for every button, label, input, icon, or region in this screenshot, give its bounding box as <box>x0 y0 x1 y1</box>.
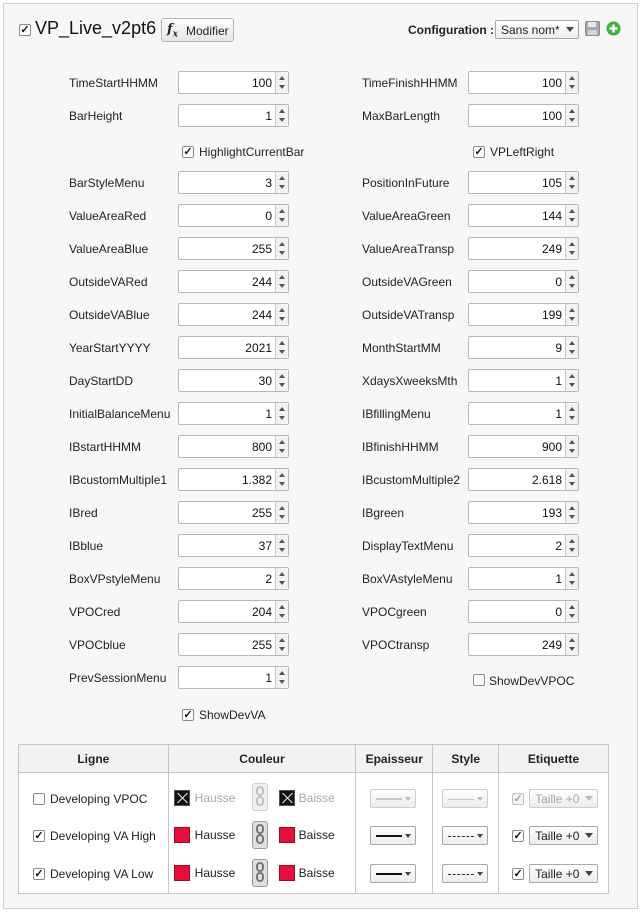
label-enable-checkbox[interactable]: ✓ <box>513 868 523 880</box>
spinner-buttons[interactable] <box>565 436 578 457</box>
time-start-hhmm-label: TimeStartHHMM <box>69 76 158 90</box>
label-size-select[interactable] <box>529 826 598 845</box>
spinner-buttons[interactable] <box>565 337 578 358</box>
chevron-up-icon[interactable] <box>279 176 285 180</box>
table-row <box>19 773 609 818</box>
label-enable-checkbox[interactable]: ✓ <box>513 830 523 842</box>
indicator-title: VP_Live_v2pt6 <box>35 18 157 38</box>
bar-style-menu-value: 3 <box>265 176 272 190</box>
chevron-down-icon[interactable] <box>279 416 285 420</box>
vpocblue-input[interactable] <box>178 633 289 656</box>
label-size-select[interactable] <box>529 789 598 808</box>
chevron-up-icon[interactable] <box>279 407 285 411</box>
xdays-xweeks-mth-label: XdaysXweeksMth <box>362 374 458 388</box>
ibfilling-menu-input[interactable] <box>468 402 579 425</box>
position-in-future-value: 105 <box>541 176 562 190</box>
box-vastyle-menu-label: BoxVAstyleMenu <box>362 572 453 586</box>
ibcustom-multiple2-input[interactable] <box>468 468 579 491</box>
chevron-up-icon[interactable] <box>569 341 575 345</box>
bar-style-menu-label: BarStyleMenu <box>69 176 145 190</box>
vpocred-label: VPOCred <box>69 605 121 619</box>
value-area-green-value: 144 <box>541 209 562 223</box>
spinner-buttons[interactable] <box>565 172 578 193</box>
configuration-label: Configuration : <box>408 23 494 37</box>
spinner-buttons[interactable] <box>565 403 578 424</box>
value-area-transp-input[interactable] <box>468 237 579 260</box>
chevron-down-icon[interactable] <box>569 185 575 189</box>
ibfinish-hhmm-value: 900 <box>541 440 562 454</box>
time-finish-hhmm-value: 100 <box>541 76 562 90</box>
chevron-up-icon[interactable] <box>279 506 285 510</box>
time-finish-hhmm-input[interactable] <box>468 71 579 94</box>
position-in-future-label: PositionInFuture <box>362 176 450 190</box>
chevron-up-icon[interactable] <box>279 374 285 378</box>
function-icon: $f_x$ <box>167 22 178 40</box>
value-area-red-input[interactable] <box>178 204 289 227</box>
spinner-buttons[interactable] <box>565 601 578 622</box>
down-color-swatch[interactable] <box>279 790 295 806</box>
ibstart-hhmm-value: 800 <box>251 440 272 454</box>
spinner-buttons[interactable] <box>275 337 288 358</box>
show-dev-vpoc-checkbox[interactable] <box>473 674 485 686</box>
vp-left-right-label: VPLeftRight <box>490 145 555 159</box>
initial-balance-menu-value: 1 <box>265 407 272 421</box>
chevron-down-icon[interactable] <box>279 118 285 122</box>
day-start-dd-label: DayStartDD <box>69 374 134 388</box>
chevron-up-icon[interactable] <box>279 638 285 642</box>
line-name: Developing VA Low <box>50 867 154 881</box>
highlight-current-bar-checkbox[interactable]: ✓ <box>183 146 193 158</box>
chevron-down-icon[interactable] <box>569 317 575 321</box>
chevron-down-icon[interactable] <box>569 548 575 552</box>
chevron-up-icon[interactable] <box>569 242 575 246</box>
line-name: Developing VA High <box>50 829 156 843</box>
box-vpstyle-menu-value: 2 <box>265 572 272 586</box>
ibstart-hhmm-input[interactable] <box>178 435 289 458</box>
chevron-down-icon[interactable] <box>279 185 285 189</box>
chevron-down-icon[interactable] <box>569 350 575 354</box>
spinner-buttons[interactable] <box>565 370 578 391</box>
chevron-up-icon[interactable] <box>569 473 575 477</box>
time-start-hhmm-input[interactable] <box>178 71 289 94</box>
value-area-green-label: ValueAreaGreen <box>362 209 451 223</box>
bar-style-menu-input[interactable] <box>178 171 289 194</box>
style-select[interactable] <box>442 826 488 845</box>
chevron-down-icon[interactable] <box>569 218 575 222</box>
ibfinish-hhmm-label: IBfinishHHMM <box>362 440 439 454</box>
initial-balance-menu-label: InitialBalanceMenu <box>69 407 171 421</box>
position-in-future-input[interactable] <box>468 171 579 194</box>
spinner-buttons[interactable] <box>275 667 288 688</box>
table-row <box>19 817 609 855</box>
up-color-label: Hausse <box>194 866 236 880</box>
thickness-select[interactable] <box>370 789 416 808</box>
line-name: Developing VPOC <box>50 792 148 806</box>
plots-table <box>18 744 609 894</box>
max-bar-length-label: MaxBarLength <box>362 109 441 123</box>
chevron-down-icon[interactable] <box>279 449 285 453</box>
bar-height-label: BarHeight <box>69 109 123 123</box>
column-header-couleur: Couleur <box>168 745 356 773</box>
down-color-label: Baisse <box>298 828 335 842</box>
time-start-hhmm-value: 100 <box>251 76 272 90</box>
label-size-value: Taille +0 <box>535 792 580 806</box>
spinner-buttons[interactable] <box>275 72 288 93</box>
chevron-down-icon[interactable] <box>569 581 575 585</box>
spinner-buttons[interactable] <box>275 271 288 292</box>
chevron-up-icon[interactable] <box>569 209 575 213</box>
chevron-up-icon[interactable] <box>569 308 575 312</box>
chevron-up-icon[interactable] <box>569 506 575 510</box>
show-dev-vpoc-label: ShowDevVPOC <box>489 674 575 688</box>
down-color-label: Baisse <box>298 866 335 880</box>
link-colors-icon[interactable] <box>252 783 268 811</box>
year-start-yyyy-value: 2021 <box>245 341 272 355</box>
table-row <box>19 855 609 894</box>
line-enable-checkbox[interactable]: ✓ <box>34 868 44 880</box>
month-start-mm-label: MonthStartMM <box>362 341 441 355</box>
chevron-up-icon[interactable] <box>279 671 285 675</box>
up-color-swatch[interactable] <box>174 790 190 806</box>
chevron-up-icon[interactable] <box>569 109 575 113</box>
ibfilling-menu-value: 1 <box>555 407 562 421</box>
spinner-buttons[interactable] <box>565 502 578 523</box>
ibcustom-multiple1-value: 1.382 <box>241 473 272 487</box>
chevron-up-icon[interactable] <box>279 308 285 312</box>
label-enable-checkbox[interactable]: ✓ <box>513 793 523 805</box>
prev-session-menu-input[interactable] <box>178 666 289 689</box>
thickness-select[interactable] <box>370 864 416 883</box>
month-start-mm-value: 9 <box>555 341 562 355</box>
chevron-down-icon[interactable] <box>569 383 575 387</box>
modify-button-label: Modifier <box>186 24 229 38</box>
box-vpstyle-menu-input[interactable] <box>178 567 289 590</box>
column-header-ligne: Ligne <box>19 745 169 773</box>
spinner-buttons[interactable] <box>565 205 578 226</box>
spinner-buttons[interactable] <box>565 568 578 589</box>
ibcustom-multiple1-input[interactable] <box>178 468 289 491</box>
ibblue-value: 37 <box>258 539 272 553</box>
chevron-down-icon[interactable] <box>279 85 285 89</box>
spinner-buttons[interactable] <box>565 72 578 93</box>
outside-vared-input[interactable] <box>178 270 289 293</box>
chevron-down-icon[interactable] <box>279 581 285 585</box>
ibgreen-input[interactable] <box>468 501 579 524</box>
chevron-down-icon[interactable] <box>569 251 575 255</box>
vpocblue-value: 255 <box>251 638 272 652</box>
ibcustom-multiple2-label: IBcustomMultiple2 <box>362 473 461 487</box>
floppy-disk-icon[interactable] <box>585 21 600 36</box>
chevron-up-icon[interactable] <box>569 539 575 543</box>
spinner-buttons[interactable] <box>275 238 288 259</box>
ibcustom-multiple2-value: 2.618 <box>531 473 562 487</box>
configuration-select[interactable] <box>495 20 579 39</box>
ibred-label: IBred <box>69 506 98 520</box>
outside-vatransp-input[interactable] <box>468 303 579 326</box>
year-start-yyyy-input[interactable] <box>178 336 289 359</box>
chevron-up-icon[interactable] <box>569 440 575 444</box>
outside-vatransp-value: 199 <box>541 308 562 322</box>
chevron-up-icon[interactable] <box>279 76 285 80</box>
spinner-buttons[interactable] <box>275 469 288 490</box>
ibfinish-hhmm-input[interactable] <box>468 435 579 458</box>
spinner-buttons[interactable] <box>275 568 288 589</box>
link-colors-icon[interactable] <box>252 821 268 849</box>
xdays-xweeks-mth-value: 1 <box>555 374 562 388</box>
day-start-dd-value: 30 <box>258 374 272 388</box>
chevron-up-icon[interactable] <box>279 473 285 477</box>
outside-vagreen-input[interactable] <box>468 270 579 293</box>
chevron-down-icon[interactable] <box>569 85 575 89</box>
display-text-menu-label: DisplayTextMenu <box>362 539 454 553</box>
outside-vablue-label: OutsideVABlue <box>69 308 150 322</box>
chevron-down-icon[interactable] <box>279 383 285 387</box>
spinner-buttons[interactable] <box>275 403 288 424</box>
spinner-buttons[interactable] <box>565 271 578 292</box>
chevron-up-icon[interactable] <box>569 407 575 411</box>
chevron-up-icon[interactable] <box>569 638 575 642</box>
ibcustom-multiple1-label: IBcustomMultiple1 <box>69 473 168 487</box>
vp-left-right-checkbox[interactable]: ✓ <box>474 146 484 158</box>
max-bar-length-input[interactable] <box>468 104 579 127</box>
prev-session-menu-label: PrevSessionMenu <box>69 671 167 685</box>
box-vpstyle-menu-label: BoxVPstyleMenu <box>69 572 161 586</box>
vpocred-value: 204 <box>251 605 272 619</box>
plus-circle-icon[interactable] <box>606 21 621 36</box>
chevron-down-icon[interactable] <box>279 284 285 288</box>
label-size-value: Taille +0 <box>535 867 580 881</box>
line-enable-checkbox[interactable]: ✓ <box>34 830 44 842</box>
show-dev-va-checkbox[interactable]: ✓ <box>183 709 193 721</box>
outside-vablue-input[interactable] <box>178 303 289 326</box>
chevron-up-icon[interactable] <box>569 605 575 609</box>
chevron-up-icon[interactable] <box>279 440 285 444</box>
chevron-down-icon[interactable] <box>279 482 285 486</box>
outside-vablue-value: 244 <box>251 308 272 322</box>
spinner-buttons[interactable] <box>275 535 288 556</box>
column-header-epaisseur: Epaisseur <box>356 745 433 773</box>
chevron-down-icon <box>566 27 574 32</box>
vpocgreen-input[interactable] <box>468 600 579 623</box>
ibblue-label: IBblue <box>69 539 104 553</box>
chevron-down-icon[interactable] <box>279 680 285 684</box>
chevron-down-icon[interactable] <box>279 614 285 618</box>
ibgreen-value: 193 <box>541 506 562 520</box>
ibgreen-label: IBgreen <box>362 506 405 520</box>
chevron-down-icon[interactable] <box>569 284 575 288</box>
chevron-up-icon[interactable] <box>279 242 285 246</box>
vpoctransp-value: 249 <box>541 638 562 652</box>
day-start-dd-input[interactable] <box>178 369 289 392</box>
chevron-down-icon[interactable] <box>279 218 285 222</box>
chevron-up-icon[interactable] <box>569 572 575 576</box>
chevron-up-icon[interactable] <box>279 341 285 345</box>
spinner-buttons[interactable] <box>275 502 288 523</box>
display-text-menu-input[interactable] <box>468 534 579 557</box>
value-area-blue-input[interactable] <box>178 237 289 260</box>
spinner-buttons[interactable] <box>565 304 578 325</box>
up-color-swatch[interactable] <box>174 865 190 881</box>
chevron-down-icon <box>585 833 593 838</box>
chevron-down-icon[interactable] <box>569 482 575 486</box>
value-area-transp-label: ValueAreaTransp <box>362 242 455 256</box>
up-color-label: Hausse <box>194 828 236 842</box>
label-size-value: Taille +0 <box>535 829 580 843</box>
up-color-swatch[interactable] <box>174 827 190 843</box>
spinner-buttons[interactable] <box>275 304 288 325</box>
chevron-down-icon[interactable] <box>279 317 285 321</box>
chevron-up-icon[interactable] <box>569 76 575 80</box>
chevron-down-icon[interactable] <box>279 350 285 354</box>
chevron-down-icon[interactable] <box>569 118 575 122</box>
value-area-transp-value: 249 <box>541 242 562 256</box>
prev-session-menu-value: 1 <box>265 671 272 685</box>
highlight-current-bar-label: HighlightCurrentBar <box>199 145 305 159</box>
chevron-up-icon[interactable] <box>279 572 285 576</box>
outside-vared-value: 244 <box>251 275 272 289</box>
value-area-red-label: ValueAreaRed <box>69 209 147 223</box>
value-area-red-value: 0 <box>265 209 272 223</box>
spinner-buttons[interactable] <box>565 535 578 556</box>
bar-height-value: 1 <box>265 109 272 123</box>
outside-vared-label: OutsideVARed <box>69 275 148 289</box>
chevron-down-icon[interactable] <box>569 449 575 453</box>
chevron-up-icon[interactable] <box>279 209 285 213</box>
box-vastyle-menu-value: 1 <box>555 572 562 586</box>
spinner-buttons[interactable] <box>565 105 578 126</box>
display-text-menu-value: 2 <box>555 539 562 553</box>
chevron-up-icon[interactable] <box>569 275 575 279</box>
chevron-down-icon[interactable] <box>279 548 285 552</box>
spinner-buttons[interactable] <box>565 238 578 259</box>
column-header-style: Style <box>433 745 499 773</box>
column-header-etiquette: Etiquette <box>499 745 609 773</box>
outside-vagreen-label: OutsideVAGreen <box>362 275 452 289</box>
down-color-swatch[interactable] <box>279 865 295 881</box>
chevron-down-icon[interactable] <box>569 647 575 651</box>
ibstart-hhmm-label: IBstartHHMM <box>69 440 141 454</box>
max-bar-length-value: 100 <box>541 109 562 123</box>
chevron-down-icon[interactable] <box>569 515 575 519</box>
spinner-buttons[interactable] <box>275 105 288 126</box>
up-color-label: Hausse <box>194 791 236 805</box>
ibblue-input[interactable] <box>178 534 289 557</box>
chevron-up-icon[interactable] <box>279 109 285 113</box>
time-finish-hhmm-label: TimeFinishHHMM <box>362 76 458 90</box>
month-start-mm-input[interactable] <box>468 336 579 359</box>
chevron-down-icon <box>585 796 593 801</box>
spinner-buttons[interactable] <box>275 601 288 622</box>
chevron-up-icon[interactable] <box>569 374 575 378</box>
ibred-value: 255 <box>251 506 272 520</box>
outside-vatransp-label: OutsideVATransp <box>362 308 455 322</box>
ibfilling-menu-label: IBfillingMenu <box>362 407 431 421</box>
show-dev-va-label: ShowDevVA <box>199 708 266 722</box>
value-area-blue-label: ValueAreaBlue <box>69 242 149 256</box>
box-vastyle-menu-input[interactable] <box>468 567 579 590</box>
value-area-blue-value: 255 <box>251 242 272 256</box>
chevron-down-icon <box>585 871 593 876</box>
year-start-yyyy-label: YearStartYYYY <box>69 341 151 355</box>
vpocgreen-value: 0 <box>555 605 562 619</box>
spinner-buttons[interactable] <box>275 205 288 226</box>
modify-button[interactable] <box>161 18 234 42</box>
outside-vagreen-value: 0 <box>555 275 562 289</box>
chevron-up-icon[interactable] <box>279 275 285 279</box>
indicator-enable-checkbox[interactable]: ✓ <box>20 24 30 36</box>
label-size-select[interactable] <box>529 864 598 883</box>
chevron-up-icon[interactable] <box>279 539 285 543</box>
spinner-buttons[interactable] <box>275 370 288 391</box>
value-area-green-input[interactable] <box>468 204 579 227</box>
chevron-down-icon[interactable] <box>569 614 575 618</box>
down-color-label: Baisse <box>298 791 335 805</box>
chevron-up-icon[interactable] <box>279 605 285 609</box>
style-select[interactable] <box>442 789 488 808</box>
initial-balance-menu-input[interactable] <box>178 402 289 425</box>
thickness-select[interactable] <box>370 826 416 845</box>
vpocred-input[interactable] <box>178 600 289 623</box>
down-color-swatch[interactable] <box>279 827 295 843</box>
configuration-value: Sans nom* <box>501 23 560 37</box>
vpoctransp-label: VPOCtransp <box>362 638 430 652</box>
chevron-up-icon[interactable] <box>569 176 575 180</box>
line-enable-checkbox[interactable] <box>33 793 45 805</box>
vpoctransp-input[interactable] <box>468 633 579 656</box>
spinner-buttons[interactable] <box>275 634 288 655</box>
xdays-xweeks-mth-input[interactable] <box>468 369 579 392</box>
ibred-input[interactable] <box>178 501 289 524</box>
spinner-buttons[interactable] <box>275 172 288 193</box>
chevron-down-icon[interactable] <box>279 251 285 255</box>
spinner-buttons[interactable] <box>565 469 578 490</box>
spinner-buttons[interactable] <box>275 436 288 457</box>
vpocblue-label: VPOCblue <box>69 638 126 652</box>
chevron-down-icon[interactable] <box>279 647 285 651</box>
spinner-buttons[interactable] <box>565 634 578 655</box>
chevron-down-icon[interactable] <box>569 416 575 420</box>
chevron-down-icon[interactable] <box>279 515 285 519</box>
link-colors-icon[interactable] <box>252 859 268 887</box>
style-select[interactable] <box>442 864 488 883</box>
vpocgreen-label: VPOCgreen <box>362 605 427 619</box>
bar-height-input[interactable] <box>178 104 289 127</box>
